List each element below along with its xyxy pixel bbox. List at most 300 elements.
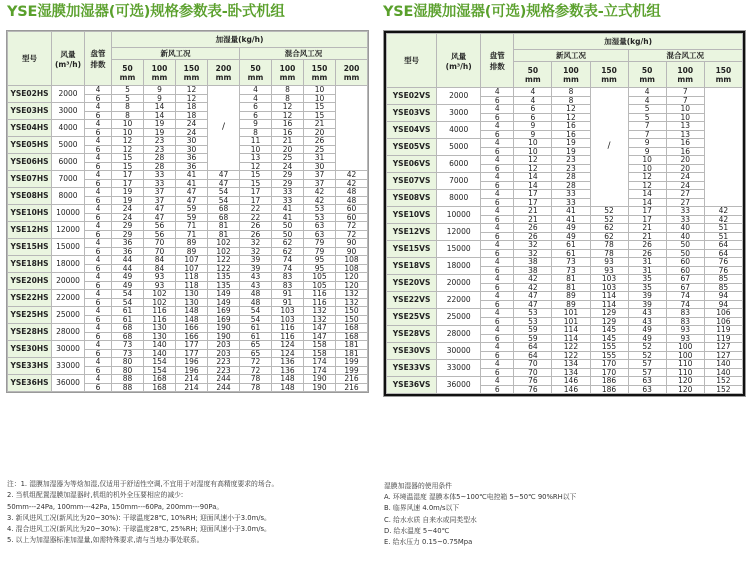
coil-rows-cell: 6 [481,232,514,241]
capacity-cell: 102 [208,247,240,256]
capacity-cell: 140 [144,349,176,358]
header-mixed-thickness: 100 mm [666,62,704,88]
capacity-cell: 29 [112,222,144,231]
table-row [387,139,743,148]
capacity-cell: 64 [704,249,742,258]
capacity-cell: 76 [704,266,742,275]
capacity-cell: 62 [272,239,304,248]
capacity-cell: 33 [272,196,304,205]
airflow-cell: 10000 [437,207,481,224]
coil-rows-cell: 4 [481,105,514,114]
coil-rows-cell: 6 [481,266,514,275]
capacity-cell: 8 [112,111,144,120]
table-row [387,241,743,250]
airflow-cell: 15000 [437,241,481,258]
capacity-cell: 9 [514,122,552,131]
capacity-cell: 130 [176,298,208,307]
capacity-cell: 148 [272,383,304,392]
capacity-cell: 42 [514,275,552,284]
capacity-cell: 166 [176,332,208,341]
airflow-cell: 18000 [52,256,85,273]
capacity-cell: 51 [704,224,742,233]
not-available-cell [704,88,742,207]
header-mixed-thickness: 200 mm [336,60,368,86]
capacity-cell: 15 [112,162,144,171]
model-cell: YSE08VS [387,190,437,207]
capacity-cell: 8 [240,128,272,137]
capacity-cell: 145 [590,326,628,335]
capacity-cell: 21 [628,224,666,233]
capacity-cell: 28 [552,181,590,190]
capacity-cell: 26 [240,222,272,231]
capacity-cell: 85 [704,283,742,292]
capacity-cell: 67 [666,283,704,292]
capacity-cell: 10 [240,145,272,154]
model-cell: YSE10VS [387,207,437,224]
capacity-cell: 7 [628,130,666,139]
header-fresh-thickness: 50 mm [514,62,552,88]
capacity-cell: 72 [240,358,272,367]
usage-line: C. 给水水质 自来水或同类型水 [384,515,477,524]
capacity-cell: 78 [590,249,628,258]
capacity-cell: 145 [590,334,628,343]
coil-rows-cell: 4 [85,205,112,214]
note-line: 3. 新风进风工况(新风比为20~30%): 干球温度28℃, 10%RH; 迎面风速小于3.0m/s。 [7,513,271,522]
capacity-cell: 12 [514,164,552,173]
capacity-cell: 35 [628,283,666,292]
capacity-cell: 24 [112,205,144,214]
capacity-cell: 33 [552,198,590,207]
capacity-cell: 19 [144,120,176,129]
table-row [8,86,368,95]
coil-rows-cell: 4 [481,343,514,352]
capacity-cell: 9 [144,94,176,103]
table-row [8,222,368,231]
capacity-cell: 42 [304,196,336,205]
header-fresh-air: 新风工况 [514,50,628,62]
coil-rows-cell: 4 [85,239,112,248]
capacity-cell: 33 [144,171,176,180]
capacity-cell: 170 [590,360,628,369]
capacity-cell: 105 [304,281,336,290]
capacity-cell: 6 [514,105,552,114]
capacity-cell: 140 [704,360,742,369]
airflow-cell: 15000 [52,239,85,256]
capacity-cell: 9 [240,120,272,129]
capacity-cell: 54 [208,196,240,205]
capacity-cell: 19 [112,188,144,197]
capacity-cell: 37 [304,179,336,188]
capacity-cell: 12 [176,94,208,103]
coil-rows-cell: 4 [85,171,112,180]
capacity-cell: 190 [304,383,336,392]
capacity-cell: 136 [272,358,304,367]
coil-rows-cell: 4 [481,275,514,284]
table-row [8,341,368,350]
coil-rows-cell: 4 [481,309,514,318]
coil-rows-cell: 4 [481,173,514,182]
note-line: 2. 当机组配置湿膜加湿器时,机组的机外全压要相应的减少: [7,491,184,500]
capacity-cell: 63 [304,230,336,239]
coil-rows-cell: 4 [481,88,514,97]
capacity-cell: 24 [176,128,208,137]
capacity-cell: 47 [144,205,176,214]
capacity-cell: 223 [208,366,240,375]
capacity-cell: 21 [514,207,552,216]
capacity-cell: 90 [336,247,368,256]
capacity-cell: 24 [272,162,304,171]
table-row [387,88,743,97]
coil-rows-cell: 4 [481,292,514,301]
capacity-cell: 122 [552,351,590,360]
capacity-cell: 18 [176,111,208,120]
header-mixed-air: 混合风工况 [628,50,742,62]
capacity-cell: 49 [628,326,666,335]
capacity-cell: 89 [176,247,208,256]
capacity-cell: 136 [272,366,304,375]
capacity-cell: 19 [552,147,590,156]
capacity-cell: 65 [240,341,272,350]
airflow-cell: 22000 [437,292,481,309]
model-cell: YSE05HS [8,137,52,154]
capacity-cell: 74 [666,292,704,301]
capacity-cell: 140 [144,341,176,350]
capacity-cell: 116 [272,332,304,341]
capacity-cell: 76 [514,377,552,386]
capacity-cell: 50 [666,241,704,250]
capacity-cell: 84 [144,256,176,265]
capacity-cell: 43 [628,309,666,318]
capacity-cell: 63 [628,377,666,386]
capacity-cell: 50 [272,230,304,239]
coil-rows-cell: 4 [85,256,112,265]
capacity-cell: 181 [336,341,368,350]
capacity-cell: 10 [514,147,552,156]
capacity-cell: 49 [552,232,590,241]
capacity-cell: 4 [628,96,666,105]
capacity-cell: 50 [666,249,704,258]
capacity-cell: 148 [272,375,304,384]
capacity-cell: 4 [628,88,666,97]
airflow-cell: 5000 [52,137,85,154]
table-row [8,154,368,163]
capacity-cell: 70 [514,368,552,377]
airflow-cell: 5000 [437,139,481,156]
capacity-cell: 120 [336,273,368,282]
header-fresh-thickness: 150 mm [176,60,208,86]
capacity-cell: 196 [176,358,208,367]
coil-rows-cell: 6 [481,334,514,343]
capacity-cell: 168 [144,375,176,384]
capacity-cell: 29 [272,171,304,180]
model-cell: YSE02HS [8,86,52,103]
capacity-cell: 199 [336,358,368,367]
capacity-cell: 43 [240,281,272,290]
header-humidification: 加湿量(kg/h) [112,32,368,48]
capacity-cell: 148 [176,315,208,324]
capacity-cell: 146 [552,385,590,394]
capacity-cell: 116 [144,315,176,324]
coil-rows-cell: 6 [481,113,514,122]
coil-rows-cell: 4 [85,375,112,384]
coil-rows-cell: 6 [85,111,112,120]
capacity-cell: 105 [304,273,336,282]
capacity-cell: 95 [304,256,336,265]
capacity-cell: 15 [240,171,272,180]
model-cell: YSE02VS [387,88,437,105]
capacity-cell: 67 [666,275,704,284]
not-available-cell: / [208,86,240,171]
coil-rows-cell: 6 [481,198,514,207]
capacity-cell: 186 [590,377,628,386]
capacity-cell: 169 [208,307,240,316]
capacity-cell: 78 [240,375,272,384]
coil-rows-cell: 4 [481,241,514,250]
capacity-cell: 83 [272,273,304,282]
capacity-cell: 155 [590,343,628,352]
capacity-cell: 149 [208,298,240,307]
capacity-cell: 60 [666,266,704,275]
capacity-cell: 94 [704,292,742,301]
capacity-cell: 4 [240,86,272,95]
airflow-cell: 33000 [52,358,85,375]
capacity-cell: 42 [304,188,336,197]
capacity-cell: 36 [176,162,208,171]
capacity-cell: 190 [304,375,336,384]
capacity-cell: 19 [112,196,144,205]
airflow-cell: 6000 [437,156,481,173]
model-cell: YSE22HS [8,290,52,307]
note-line: 注：1. 湿膜加湿器为等焓加湿,仅适用于舒适性空调,不宜用于对湿度有高精度要求的场合。 [7,480,279,488]
coil-rows-cell: 6 [481,385,514,394]
coil-rows-cell: 6 [481,181,514,190]
capacity-cell: 12 [514,156,552,165]
capacity-cell: 48 [240,298,272,307]
capacity-cell: 16 [272,120,304,129]
airflow-cell: 36000 [437,377,481,394]
coil-rows-cell: 6 [85,247,112,256]
capacity-cell: 62 [272,247,304,256]
capacity-cell: 25 [304,145,336,154]
airflow-cell: 30000 [52,341,85,358]
capacity-cell: 44 [112,264,144,273]
capacity-cell: 79 [304,239,336,248]
model-cell: YSE33VS [387,360,437,377]
capacity-cell: 33 [666,207,704,216]
table-row [387,292,743,301]
capacity-cell: 186 [590,385,628,394]
capacity-cell: 93 [666,326,704,335]
model-cell: YSE12VS [387,224,437,241]
usage-line: E. 给水压力 0.15~0.75Mpa [384,538,473,547]
table-row [8,256,368,265]
capacity-cell: 71 [176,222,208,231]
capacity-cell: 26 [304,137,336,146]
capacity-cell: 31 [628,266,666,275]
coil-rows-cell: 6 [85,94,112,103]
capacity-cell: 9 [144,86,176,95]
coil-rows-cell: 4 [85,103,112,112]
capacity-cell: 47 [176,188,208,197]
capacity-cell: 61 [240,332,272,341]
coil-rows-cell: 4 [481,122,514,131]
coil-rows-cell: 4 [85,358,112,367]
model-cell: YSE20HS [8,273,52,290]
capacity-cell: 169 [208,315,240,324]
capacity-cell: 12 [112,137,144,146]
capacity-cell: 196 [176,366,208,375]
capacity-cell: 244 [208,383,240,392]
coil-rows-cell: 6 [85,315,112,324]
model-cell: YSE28HS [8,324,52,341]
capacity-cell: 24 [666,181,704,190]
capacity-cell: 20 [304,128,336,137]
capacity-cell: 17 [628,215,666,224]
capacity-cell: 10 [112,128,144,137]
airflow-cell: 12000 [437,224,481,241]
capacity-cell: 78 [590,241,628,250]
capacity-cell: 21 [514,215,552,224]
capacity-cell: 10 [628,156,666,165]
model-cell: YSE22VS [387,292,437,309]
coil-rows-cell: 6 [85,383,112,392]
coil-rows-cell: 4 [85,120,112,129]
table-row [8,103,368,112]
capacity-cell: 60 [336,213,368,222]
capacity-cell: 44 [112,256,144,265]
capacity-cell: 114 [590,300,628,309]
capacity-cell: 122 [552,343,590,352]
capacity-cell: 10 [514,139,552,148]
capacity-cell: 114 [590,292,628,301]
capacity-cell: 130 [176,290,208,299]
capacity-cell: 61 [240,324,272,333]
capacity-cell: 33 [552,190,590,199]
capacity-cell: 89 [552,300,590,309]
coil-rows-cell: 6 [481,249,514,258]
capacity-cell: 12 [552,105,590,114]
capacity-cell: 130 [144,324,176,333]
coil-rows-cell: 6 [85,298,112,307]
capacity-cell: 199 [336,366,368,375]
capacity-cell: 150 [336,307,368,316]
capacity-cell: 14 [144,103,176,112]
capacity-cell: 49 [552,224,590,233]
capacity-cell: 41 [272,213,304,222]
capacity-cell: 17 [514,190,552,199]
airflow-cell: 4000 [52,120,85,137]
airflow-cell: 20000 [52,273,85,290]
capacity-cell: 32 [514,249,552,258]
capacity-cell: 47 [514,292,552,301]
model-cell: YSE28VS [387,326,437,343]
capacity-cell: 81 [552,283,590,292]
coil-rows-cell: 6 [85,179,112,188]
capacity-cell: 54 [208,188,240,197]
capacity-cell: 134 [552,368,590,377]
capacity-cell: 4 [240,94,272,103]
capacity-cell: 59 [176,213,208,222]
capacity-cell: 36 [112,239,144,248]
capacity-cell: 14 [628,198,666,207]
table-row [8,290,368,299]
capacity-cell: 49 [112,273,144,282]
capacity-cell: 17 [240,196,272,205]
capacity-cell: 52 [628,343,666,352]
header-mixed-thickness: 50 mm [628,62,666,88]
model-cell: YSE10HS [8,205,52,222]
coil-rows-cell: 6 [85,332,112,341]
capacity-cell: 147 [304,324,336,333]
capacity-cell: 68 [208,213,240,222]
capacity-cell: 174 [304,366,336,375]
horizontal-spec-table [7,31,368,392]
coil-rows-cell: 6 [481,130,514,139]
capacity-cell: 33 [666,215,704,224]
capacity-cell: 85 [704,275,742,284]
capacity-cell: 168 [336,324,368,333]
vertical-spec-table [386,33,743,394]
capacity-cell: 59 [514,334,552,343]
airflow-cell: 28000 [52,324,85,341]
model-cell: YSE30HS [8,341,52,358]
capacity-cell: 107 [176,264,208,273]
capacity-cell: 95 [304,264,336,273]
capacity-cell: 170 [590,368,628,377]
coil-rows-cell: 4 [481,377,514,386]
capacity-cell: 177 [176,341,208,350]
coil-rows-cell: 4 [481,190,514,199]
capacity-cell: 84 [144,264,176,273]
not-available-cell [336,86,368,171]
capacity-cell: 132 [304,315,336,324]
table-row [8,358,368,367]
capacity-cell: 42 [704,215,742,224]
capacity-cell: 4 [514,96,552,105]
capacity-cell: 12 [272,111,304,120]
header-fresh-thickness: 200 mm [208,60,240,86]
capacity-cell: 48 [336,188,368,197]
table-row [8,188,368,197]
capacity-cell: 102 [144,290,176,299]
capacity-cell: 130 [144,332,176,341]
capacity-cell: 8 [112,103,144,112]
capacity-cell: 32 [240,239,272,248]
capacity-cell: 19 [144,128,176,137]
capacity-cell: 52 [590,207,628,216]
capacity-cell: 6 [240,111,272,120]
capacity-cell: 8 [552,88,590,97]
capacity-cell: 103 [590,275,628,284]
coil-rows-cell: 6 [85,366,112,375]
capacity-cell: 39 [628,300,666,309]
coil-rows-cell: 6 [85,196,112,205]
capacity-cell: 56 [144,222,176,231]
capacity-cell: 37 [144,188,176,197]
capacity-cell: 152 [704,377,742,386]
capacity-cell: 119 [704,326,742,335]
capacity-cell: 40 [666,232,704,241]
capacity-cell: 8 [272,94,304,103]
capacity-cell: 47 [176,196,208,205]
model-cell: YSE05VS [387,139,437,156]
coil-rows-cell: 4 [481,258,514,267]
capacity-cell: 57 [628,368,666,377]
usage-line: B. 临界风速 4.0m/s以下 [384,504,460,513]
coil-rows-cell: 4 [85,137,112,146]
capacity-cell: 203 [208,341,240,350]
model-cell: YSE03VS [387,105,437,122]
